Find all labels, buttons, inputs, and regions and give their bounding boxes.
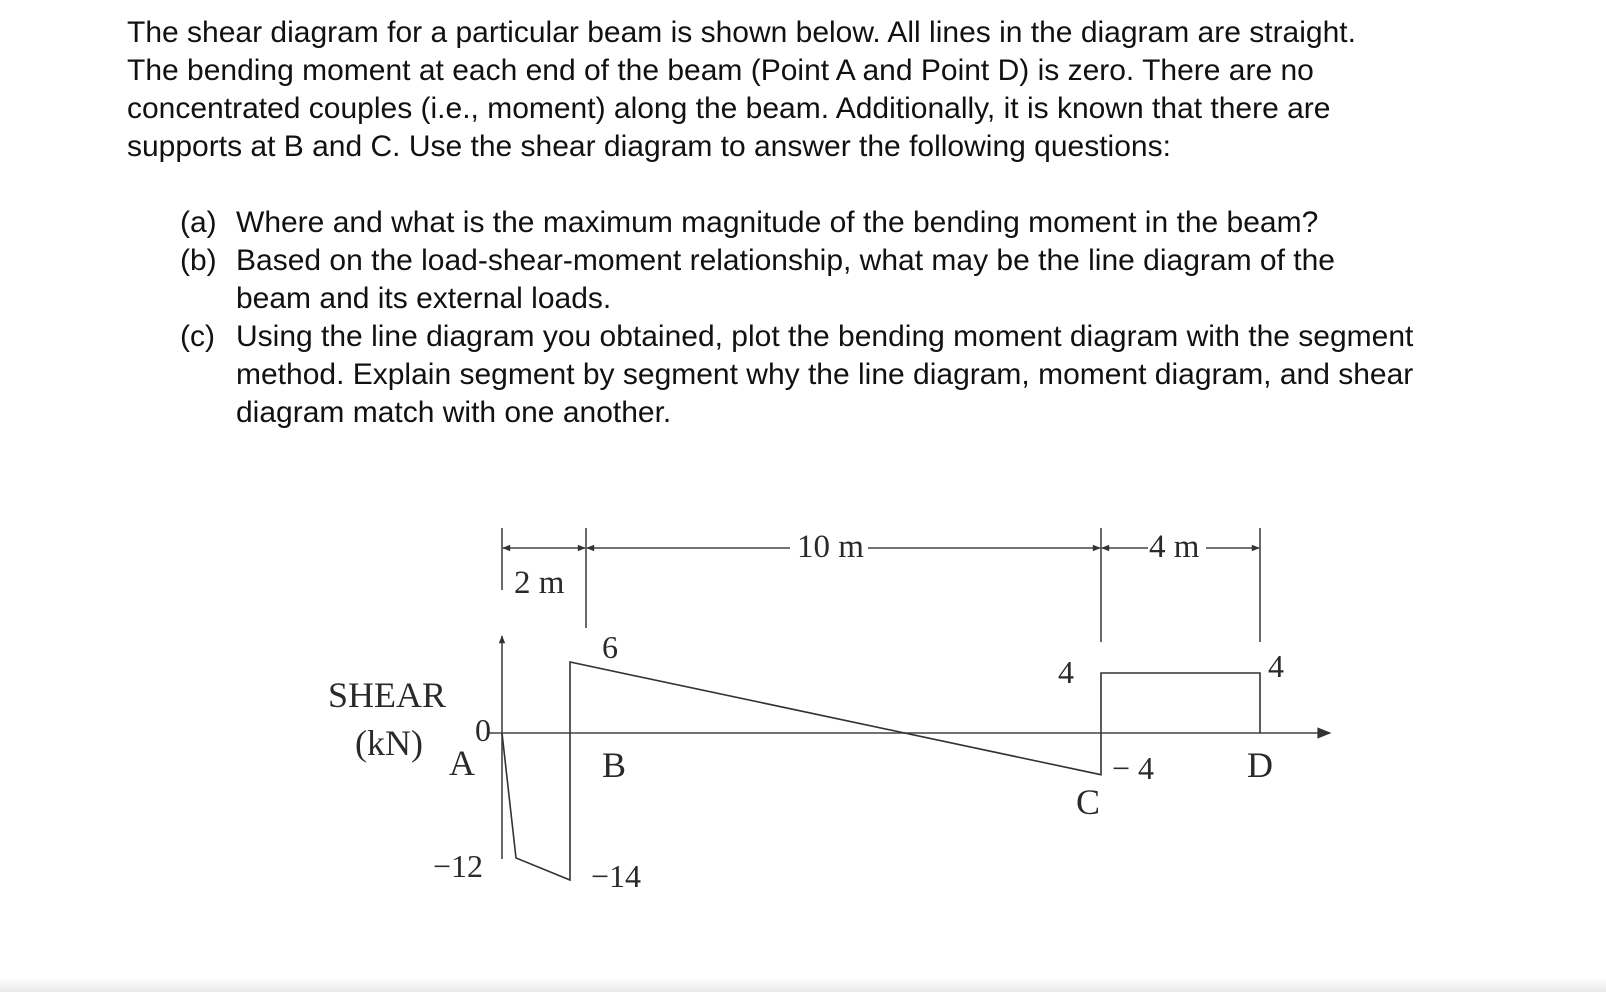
question-tag: (c) — [180, 320, 215, 353]
question-tag: (a) — [180, 206, 217, 239]
point-label-d: D — [1247, 745, 1273, 785]
question-line: beam and its external loads. — [236, 282, 612, 315]
axis-label-unit: (kN) — [355, 723, 423, 763]
intro-line: The shear diagram for a particular beam is shown below. All lines in the diagram are straight. — [127, 16, 1356, 49]
question-line: Based on the load-shear-moment relationship, what may be the line diagram of the — [236, 244, 1335, 277]
window-bottom-edge — [0, 978, 1606, 992]
question-tag: (b) — [180, 244, 217, 277]
question-line: diagram match with one another. — [236, 396, 672, 429]
question-line: method. Explain segment by segment why the line diagram, moment diagram, and shear — [236, 358, 1414, 391]
dimension-label-cd: 4 m — [1149, 529, 1200, 565]
value-label-d: 4 — [1268, 648, 1284, 684]
point-label-a: A — [449, 743, 475, 783]
question-line: Using the line diagram you obtained, plot the bending moment diagram with the segment — [236, 320, 1414, 353]
intro-line: supports at B and C. Use the shear diagram to answer the following questions: — [127, 130, 1171, 163]
dimension-label-bc: 10 m — [797, 529, 864, 565]
intro-line: concentrated couples (i.e., moment) along the beam. Additionally, it is known that there are — [127, 92, 1331, 125]
intro-line: The bending moment at each end of the beam (Point A and Point D) is zero. There are no — [127, 54, 1314, 87]
value-label-c-right: − 4 — [1112, 750, 1155, 786]
axis-label-shear: SHEAR — [328, 675, 447, 715]
question-line: Where and what is the maximum magnitude of the bending moment in the beam? — [236, 206, 1319, 239]
point-label-c: C — [1076, 782, 1101, 822]
zero-label: 0 — [475, 712, 491, 748]
value-label-b-right: 6 — [602, 629, 618, 665]
value-label-c-left: 4 — [1058, 654, 1074, 690]
value-label-a-end: −12 — [433, 848, 484, 884]
point-label-b: B — [602, 745, 627, 785]
dimension-label-ab: 2 m — [514, 565, 565, 601]
value-label-b-left: −14 — [591, 858, 642, 894]
